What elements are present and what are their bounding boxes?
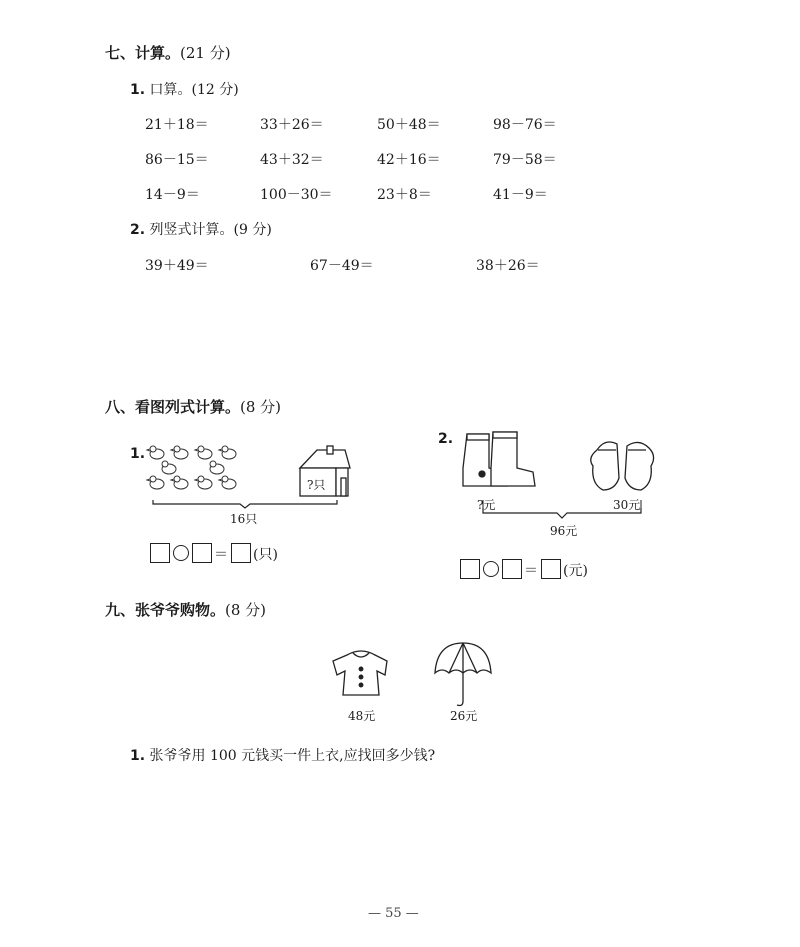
equals-sign: ＝ [524,563,538,579]
section-9-title: 九、张爷爷购物。 [105,601,226,619]
coat-price: 48元 [348,709,376,723]
oral-equation: 23＋8＝ [377,187,432,203]
section-7-title: 七、计算。 [105,44,181,62]
problem-2-unit: (元) [563,563,588,579]
equals-sign: ＝ [214,547,228,563]
problem-2-right-price: 30元 [613,498,641,512]
oral-equation: 33＋26＝ [260,117,324,133]
operator-circle[interactable] [173,545,189,561]
boots-icon [463,432,535,486]
coat-icon [333,651,387,695]
answer-box[interactable] [541,559,561,579]
section-9-points: (8 分) [225,601,267,619]
oral-equation: 98－76＝ [493,117,557,133]
problem-2-total-label: 96元 [550,524,578,538]
answer-box[interactable] [460,559,480,579]
subsection-7-2-points: (9 分) [233,222,272,238]
question-1 [130,745,435,765]
problem-1-number: 1. [130,446,146,462]
subsection-7-2-number: 2. [130,222,146,238]
oral-equation: 41－9＝ [493,187,548,203]
chick-icon [147,446,236,489]
subsection-7-2-heading [130,219,272,239]
oral-equation: 100－30＝ [260,187,333,203]
oral-equation: 42＋16＝ [377,152,441,168]
section-7-points: (21 分) [180,44,231,62]
oral-equation: 50＋48＝ [377,117,441,133]
subsection-7-1-title: 口算。 [149,82,192,98]
vertical-equation: 67－49＝ [310,258,374,274]
question-1-text: 张爷爷用 100 元钱买一件上衣,应找回多少钱? [149,748,436,764]
answer-box[interactable] [192,543,212,563]
umbrella-price: 26元 [450,709,478,723]
problem-1-total-label: 16只 [230,512,258,526]
vertical-equation: 38＋26＝ [476,258,540,274]
question-1-number: 1. [130,748,146,764]
section-7-heading [105,42,231,63]
oral-equation: 14－9＝ [145,187,200,203]
subsection-7-2-title: 列竖式计算。 [149,222,234,238]
answer-box[interactable] [150,543,170,563]
subsection-7-1-heading [130,79,239,99]
section-9-heading [105,599,266,620]
oral-equation: 43＋32＝ [260,152,324,168]
problem-2-left-price: ?元 [477,498,496,512]
subsection-7-1-number: 1. [130,82,146,98]
section-8-title: 八、看图列式计算。 [105,398,241,416]
problem-1-unit: (只) [253,547,278,563]
operator-circle[interactable] [483,561,499,577]
oral-equation: 21＋18＝ [145,117,209,133]
problem-2-number: 2. [438,431,454,447]
section-8-points: (8 分) [240,398,282,416]
problem-1-unknown-label: ?只 [307,478,326,492]
problem-2-figure [455,428,675,528]
oral-equation: 86－15＝ [145,152,209,168]
problem-1-figure [145,440,385,520]
subsection-7-1-points: (12 分) [191,82,239,98]
vertical-equation: 39＋49＝ [145,258,209,274]
oral-equation: 79－58＝ [493,152,557,168]
section-8-heading [105,396,281,417]
mittens-icon [591,442,654,490]
brace-line [153,500,337,508]
page-number: — 55 — [368,906,419,921]
umbrella-icon [435,643,491,706]
answer-box[interactable] [231,543,251,563]
answer-box[interactable] [502,559,522,579]
